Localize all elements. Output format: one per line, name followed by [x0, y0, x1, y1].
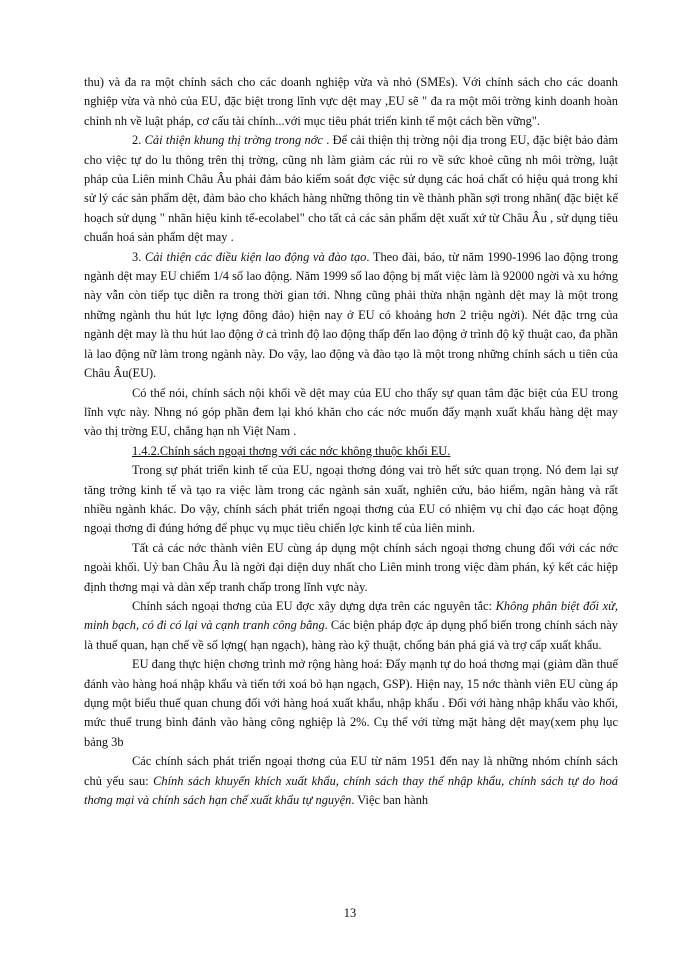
paragraph-text: Trong sự phát triển kinh tế của EU, ngoại thơng đóng vai trò hết sức quan trọng. Nó đem lại sự tăng trởng kinh tế và tạo ra việc làm trong các ngành sản xuất, nghiên cứu, bảo hiểm, ngân hàng và rất nhiều ngành khác. Do vậy, chính sách phát triển ngoại thơng của EU có nhiệm vụ chỉ đạo các hoạt động ngoại thơng đi đúng hớng để phục vụ mục tiêu chiến lợc kinh tế của liên minh.	[84, 463, 618, 536]
paragraph-text: Các chính sách phát triển ngoại thơng của EU từ năm 1951 đến nay là những nhóm chính sách chủ yếu sau:	[84, 754, 618, 788]
paragraph-text: . Để cải thiện thị trờng nội địa trong EU, đặc biệt bảo đảm cho việc tự do lu thông trên thị trờng, cũng nh làm giảm các rủi ro về sức khoẻ cũng nh môi trờng, luật pháp của Liên minh Châu Âu phải đảm bảo kiểm soát đợc việc sử dụng các hoá chất có hiệu quả trong khi sử lý các sản phẩm dệt, đảm bảo cho khách hàng những thông tin về thành phần sợi trong nhãn( đặc biệt kế hoạch sử dụng " nhãn hiệu kinh tế-ecolabel" cho tất cả các sản phẩm dệt xuất xứ từ Châu Âu , sử dụng tiêu chuẩn hoá sản phẩm dệt may .	[84, 133, 618, 245]
paragraph-text: EU đang thực hiện chơng trình mở rộng hàng hoá: Đẩy mạnh tự do hoá thơng mại (giảm dần thuế đánh vào hàng hoá nhập khẩu và tiến tới xoá bỏ hạn ngạch, GSP). Hiện nay, 15 nớc thành viên EU cùng áp dụng một biểu thuế quan chung đối với hàng hoá xuất khẩu, nhập khẩu . Đối với hàng nhập khẩu vào khối, mức thuế trung bình đánh vào hàng công nghiệp là 2%. Cụ thể với từng mặt hàng dệt may(xem phụ lục bảng 3b	[84, 657, 618, 749]
paragraph	[84, 461, 618, 539]
paragraph-text: Tất cả các nớc thành viên EU cùng áp dụng một chính sách ngoại thơng chung đối với các nớc ngoài khối. Uỷ ban Châu Âu là ngời đại diện duy nhất cho Liên minh trong việc đàm phán, ký kết các hiệp định thơng mại và dàn xếp tranh chấp trong lĩnh vực này.	[84, 540, 618, 594]
section-heading	[84, 442, 618, 461]
paragraph-text: . Việc ban hành	[351, 793, 429, 808]
italic-heading: Cải thiện khung thị trờng trong nớc	[144, 133, 323, 148]
paragraph	[84, 655, 618, 752]
paragraph	[84, 248, 618, 384]
italic-phrase: Không phân biệt đối xử, minh bạch, có đi có lại và cạnh tranh công bằng	[84, 598, 618, 633]
section-heading-text: 1.4.2.Chính sách ngoại thơng với các nớc không thuộc khối EU.	[132, 443, 451, 458]
paragraph	[84, 597, 618, 655]
paragraph-text: thu) và đa ra một chính sách cho các doanh nghiệp vừa và nhỏ (SMEs). Với chính sách cho các doanh nghiệp vừa và nhỏ của EU, đặc biệt trong lĩnh vực dệt may ,EU sẽ " đa ra một môi trờng kinh doanh hoàn chỉnh nh về luật pháp, cơ cấu tài chính...với mục tiêu phát triển kinh tế một cách bền vững".	[84, 75, 618, 128]
paragraph	[84, 384, 618, 442]
paragraph	[84, 73, 618, 131]
paragraph	[84, 752, 618, 810]
paragraph-text: . Các biện pháp đợc áp dụng phổ biến trong chính sách này là thuế quan, hạn chế về số lợng( hạn ngạch), hàng rào kỹ thuật, chống bán phá giá và trợ cấp xuất khẩu.	[84, 618, 618, 652]
page-number: 13	[343, 906, 357, 920]
italic-heading: Cải thiện các điều kiện lao động và đào tạo	[144, 249, 367, 264]
page-body	[84, 73, 618, 810]
paragraph	[84, 539, 618, 597]
paragraph-text: 2.	[132, 133, 145, 148]
paragraph-text: . Theo đài, báo, từ năm 1990-1996 lao động trong ngành dệt may EU chiếm 1/4 số lao động. Năm 1999 số lao động bị mất việc làm là 92000 ngời và xu hớng này vẫn còn tiếp tục diễn ra trong thời gian tới. Nhng cũng phải thừa nhận ngành dệt may là một trong những ngành thu hút lực lợng đông đảo) hiện nay ở EU có khoảng hơn 2 triệu ngời). Nét đặc trng của ngành dệt may là thu hút lao động ở cả trình độ lao động thấp đến lao động ở trình độ kỹ thuật cao, đa phần là lao động nữ làm trong ngành này. Do vậy, lao động và đào tạo là một trong những chính sách u tiên của Châu Âu(EU).	[84, 249, 619, 381]
paragraph	[84, 131, 618, 247]
italic-phrase: Chính sách khuyến khích xuất khẩu, chính sách thay thế nhập khẩu, chính sách tự do hoá thơng mại và chính sách hạn chế xuất khẩu tự nguyện	[84, 773, 618, 808]
paragraph-text: 3.	[132, 249, 145, 264]
paragraph-text: Chính sách ngoại thơng của EU đợc xây dựng dựa trên các nguyên tắc:	[132, 598, 496, 613]
paragraph-text: Có thể nói, chính sách nội khối về dệt may của EU cho thấy sự quan tâm đặc biệt của EU trong lĩnh vực này. Nhng nó góp phần đem lại khó khăn cho các nớc muốn đẩy mạnh xuất khẩu hàng dệt may vào thị trờng EU, chẳng hạn nh Việt Nam .	[84, 385, 618, 439]
